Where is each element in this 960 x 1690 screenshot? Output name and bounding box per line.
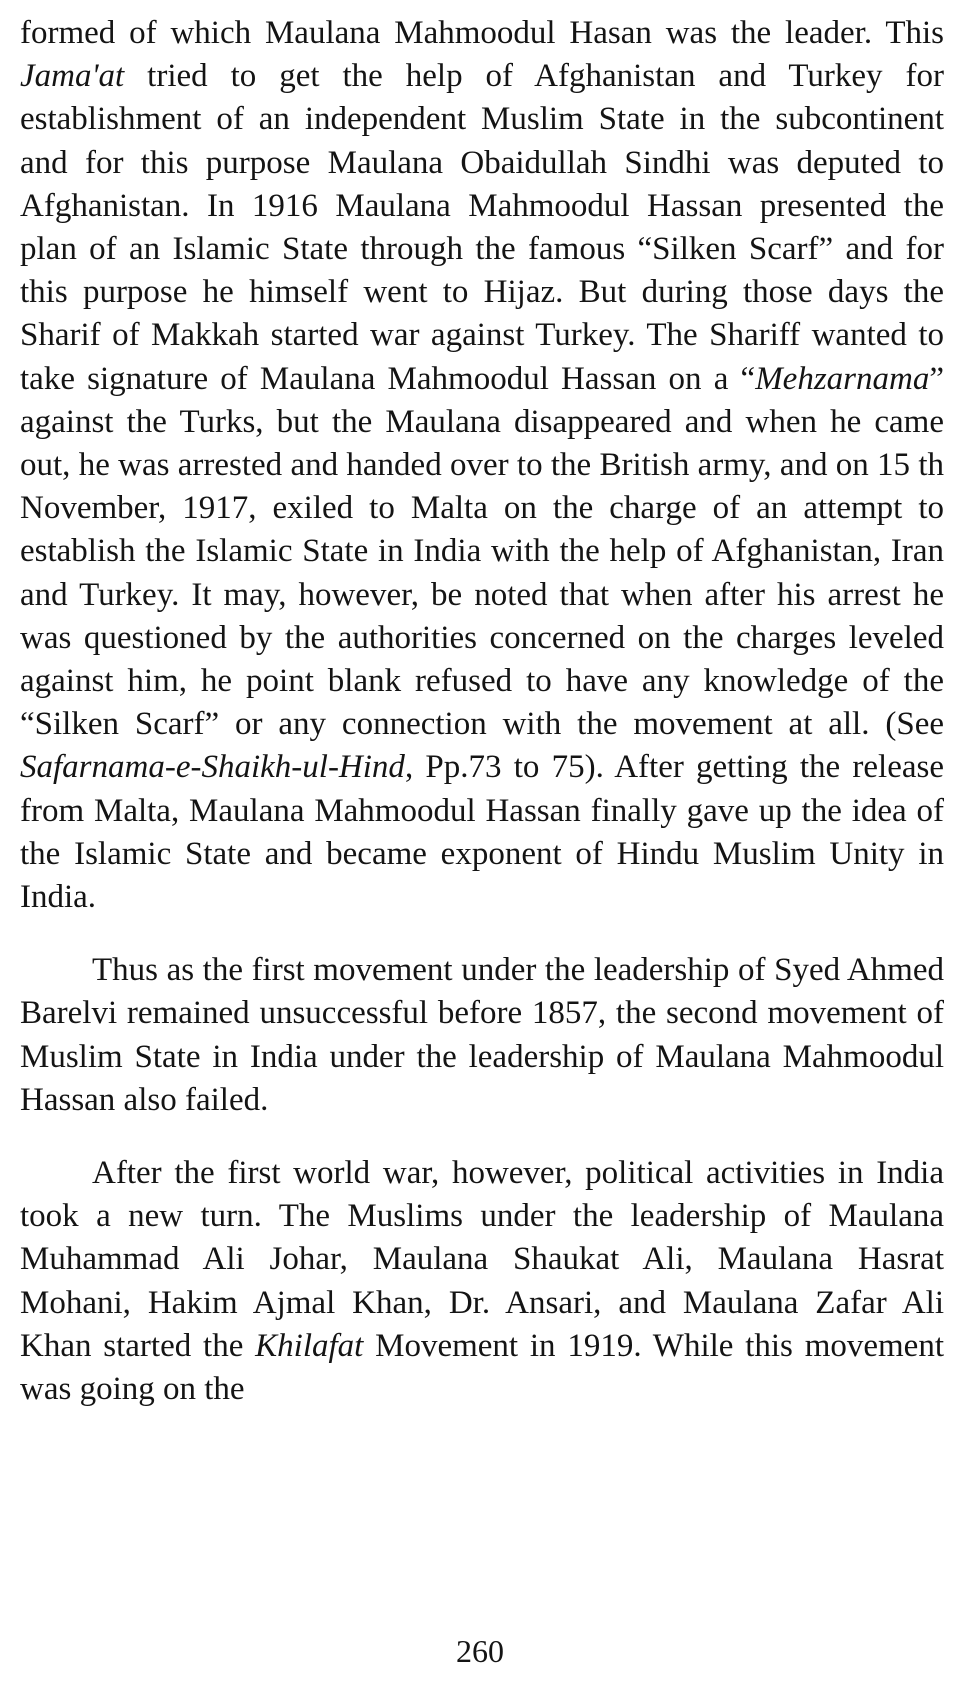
italic-term-mehzarnama: Mehzarnama bbox=[755, 360, 930, 397]
italic-term-jamaat: Jama'at bbox=[20, 58, 125, 95]
page-number: 260 bbox=[456, 1633, 504, 1669]
italic-book-title: Safarnama-e-Shaikh-ul-Hind bbox=[20, 749, 405, 786]
text-run: After the first world war, however, political activities in India took a new turn. The Muslims under the leadership of Maulana Muhammad Ali Johar, Maulana Shaukat Ali, Maulana Hasrat Mohani, Hakim Ajmal Khan, Dr. Ansari, and Maulana Zafar Ali Khan started the bbox=[20, 1155, 944, 1364]
text-run: Movement in 1919. While this movement was going on the bbox=[20, 1327, 944, 1408]
text-run: , Pp.73 to 75). After getting the release from Malta, Maulana Mahmoodul Hassan finally gave up the idea of the Islamic State and became exponent of Hindu Muslim Unity in India. bbox=[20, 749, 944, 916]
paragraph-khilafat-movement bbox=[20, 1152, 944, 1411]
book-page bbox=[20, 12, 944, 1411]
italic-term-khilafat: Khilafat bbox=[255, 1327, 364, 1364]
paragraph-silken-scarf bbox=[20, 12, 944, 919]
text-run: formed of which Maulana Mahmoodul Hasan was the leader. This bbox=[20, 15, 944, 51]
text-run: tried to get the help of Afghanistan and Turkey for establishment of an independent Muslim State in the subcontinent and for this purpose Maulana Obaidullah Sindhi was deputed to Afghanistan. In 1916 Maulana Mahmoodul Hassan presented the plan of an Islamic State through the famous “Silken Scarf” and for this purpose he himself went to Hijaz. But during those days the Sharif of Makkah started war against Turkey. The Shariff wanted to take signature of Maulana Mahmoodul Hassan on a “ bbox=[20, 58, 944, 397]
text-run: Thus as the first movement under the leadership of Syed Ahmed Barelvi remained unsuccessful before 1857, the second movement of Muslim State in India under the leadership of Maulana Mahmoodul Hassan also failed. bbox=[20, 952, 944, 1118]
text-run: ” against the Turks, but the Maulana disappeared and when he came out, he was arrested and handed over to the British army, and on 15 th November, 1917, exiled to Malta on the charge of an attempt to establish the Islamic State in India with the help of Afghanistan, Iran and Turkey. It may, however, be noted that when after his arrest he was questioned by the authorities concerned on the charges leveled against him, he point blank refused to have any knowledge of the “Silken Scarf” or any connection with the movement at all. (See bbox=[20, 360, 944, 743]
paragraph-movements-failed bbox=[20, 949, 944, 1122]
